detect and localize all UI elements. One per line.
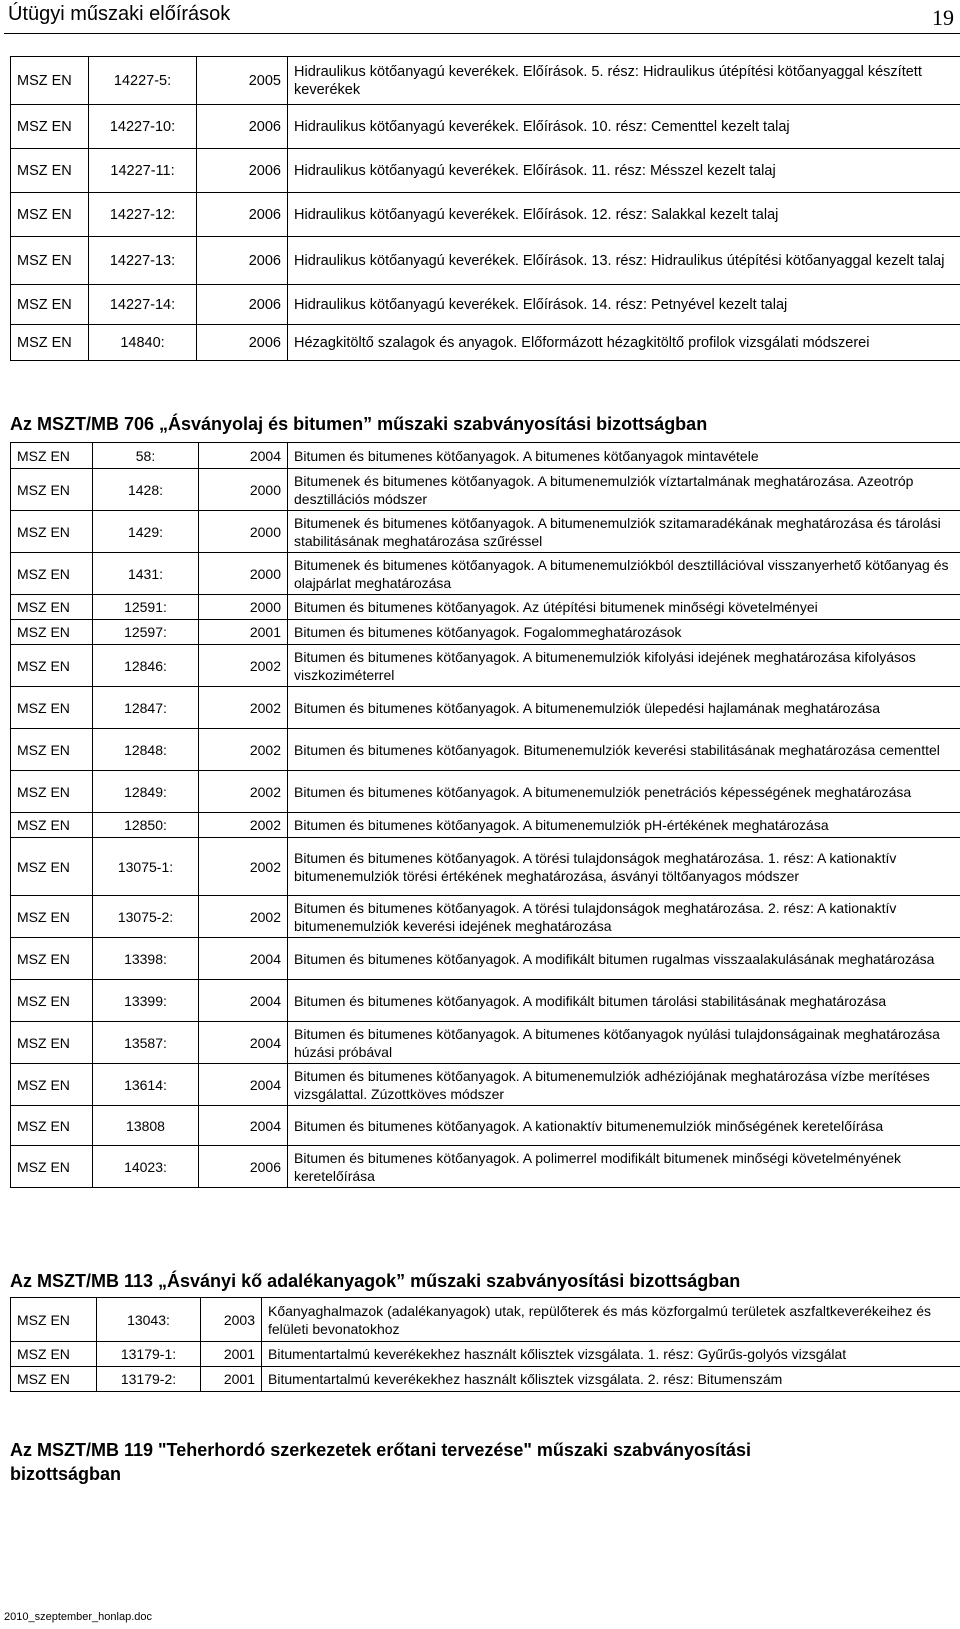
standard-description: Bitumenek és bitumenes kötőanyagok. A bitumenemulziók víztartalmának meghatározása. Azeotróp desztillációs módszer [288,469,960,511]
standard-year: 2001 [199,620,288,645]
standard-description: Bitumen és bitumenes kötőanyagok. A bitumenemulziók adhéziójának meghatározása vízbe merítéses vizsgálattal. Zúzottköves módszer [288,1064,960,1106]
standard-description: Bitumen és bitumenes kötőanyagok. A bitumenemulziók penetrációs képességének meghatározása [288,771,960,813]
standard-number: 12848: [93,729,199,771]
standard-number: 12850: [93,813,199,838]
standard-description: Bitumen és bitumenes kötőanyagok. A törési tulajdonságok meghatározása. 2. rész: A kationaktív bitumenemulziók keverési idejének meghatározása [288,896,960,938]
standard-prefix: MSZ EN [11,687,93,729]
standard-prefix: MSZ EN [11,1106,93,1146]
standard-prefix: MSZ EN [11,595,93,620]
section-heading-line: bizottságban [10,1464,121,1484]
standard-description: Bitumen és bitumenes kötőanyagok. A modifikált bitumen rugalmas visszaalakulásának meghatározása [288,938,960,980]
standard-year: 2004 [199,443,288,469]
standard-number: 12849: [93,771,199,813]
table-row [11,1367,960,1392]
standard-number: 12591: [93,595,199,620]
standard-description: Bitumen és bitumenes kötőanyagok. Az útépítési bitumenek minőségi követelményei [288,595,960,620]
section-heading-mb706: Az MSZT/MB 706 „Ásványolaj és bitumen” műszaki szabványosítási bizottságban [10,414,708,434]
standard-prefix: MSZ EN [11,285,89,325]
standard-number: 14227-5: [89,57,197,105]
standard-description: Hézagkitöltő szalagok és anyagok. Előformázott hézagkitöltő profilok vizsgálati módszerei [288,325,960,361]
standard-year: 2002 [199,729,288,771]
table-row [11,1106,960,1146]
table-row [11,105,960,149]
section-heading-mb119 [10,1438,751,1486]
standard-number: 13075-2: [93,896,199,938]
standard-description: Hidraulikus kötőanyagú keverékek. Előírások. 5. rész: Hidraulikus útépítési kötőanyaggal készített keverékek [288,57,960,105]
standard-prefix: MSZ EN [11,57,89,105]
table-row [11,1298,960,1342]
table-row [11,813,960,838]
table-row [11,595,960,620]
standard-number: 12846: [93,645,199,687]
standard-description: Hidraulikus kötőanyagú keverékek. Előírások. 13. rész: Hidraulikus útépítési kötőanyaggal kezelt talaj [288,237,960,285]
standard-year: 2006 [199,1146,288,1188]
table-row [11,285,960,325]
standard-description: Bitumen és bitumenes kötőanyagok. A kationaktív bitumenemulziók minőségének keretelőírása [288,1106,960,1146]
standard-number: 13179-1: [97,1342,201,1367]
standard-description: Bitumen és bitumenes kötőanyagok. A bitumenemulziók kifolyási idejének meghatározása kifolyásos viszkoziméterrel [288,645,960,687]
standard-number: 14023: [93,1146,199,1188]
standard-number: 14227-14: [89,285,197,325]
standard-year: 2001 [201,1342,262,1367]
table-row [11,1064,960,1106]
standard-description: Bitumen és bitumenes kötőanyagok. A bitumenemulziók ülepedési hajlamának meghatározása [288,687,960,729]
standard-prefix: MSZ EN [11,1146,93,1188]
standard-number: 13043: [97,1298,201,1342]
standard-description: Bitumentartalmú keverékekhez használt kőlisztek vizsgálata. 2. rész: Bitumenszám [262,1367,960,1392]
standard-number: 13587: [93,1022,199,1064]
standard-year: 2003 [201,1298,262,1342]
standard-year: 2004 [199,1064,288,1106]
standard-description: Bitumentartalmú keverékekhez használt kőlisztek vizsgálata. 1. rész: Gyűrűs-golyós vizsgálat [262,1342,960,1367]
table-row [11,771,960,813]
standard-prefix: MSZ EN [11,325,89,361]
standards-table-hydraulic [10,56,960,361]
table-row [11,149,960,193]
standard-number: 1428: [93,469,199,511]
standard-description: Hidraulikus kötőanyagú keverékek. Előírások. 10. rész: Cementtel kezelt talaj [288,105,960,149]
standard-year: 2002 [199,813,288,838]
table-row [11,511,960,553]
standard-description: Bitumen és bitumenes kötőanyagok. A modifikált bitumen tárolási stabilitásának meghatározása [288,980,960,1022]
standard-description: Bitumenek és bitumenes kötőanyagok. A bitumenemulziókból desztillációval visszanyerhető kötőanyag és olajpárlat meghatározása [288,553,960,595]
table-row [11,553,960,595]
standard-year: 2004 [199,938,288,980]
standard-prefix: MSZ EN [11,469,93,511]
standard-prefix: MSZ EN [11,193,89,237]
standard-prefix: MSZ EN [11,105,89,149]
standard-year: 2006 [197,149,288,193]
table-row [11,938,960,980]
standard-description: Hidraulikus kötőanyagú keverékek. Előírások. 11. rész: Mésszel kezelt talaj [288,149,960,193]
table-row [11,896,960,938]
standard-description: Kőanyaghalmazok (adalékanyagok) utak, repülőterek és más közforgalmú területek aszfaltkeverékeihez és felületi bevonatokhoz [262,1298,960,1342]
standard-year: 2006 [197,325,288,361]
standard-year: 2002 [199,838,288,896]
standard-prefix: MSZ EN [11,1064,93,1106]
table-row [11,620,960,645]
standard-number: 14227-10: [89,105,197,149]
page-header [0,0,960,34]
standard-prefix: MSZ EN [11,838,93,896]
table-row [11,980,960,1022]
standard-year: 2000 [199,511,288,553]
standard-year: 2002 [199,645,288,687]
standard-year: 2004 [199,1106,288,1146]
table-row [11,1022,960,1064]
standard-number: 13398: [93,938,199,980]
table-row [11,645,960,687]
standard-year: 2002 [199,896,288,938]
standard-prefix: MSZ EN [11,1342,97,1367]
standard-prefix: MSZ EN [11,729,93,771]
table-row [11,729,960,771]
standard-year: 2002 [199,771,288,813]
standard-number: 14227-12: [89,193,197,237]
standard-prefix: MSZ EN [11,620,93,645]
standard-prefix: MSZ EN [11,1367,97,1392]
standard-year: 2006 [197,237,288,285]
header-divider [4,33,960,34]
standard-number: 13614: [93,1064,199,1106]
standard-year: 2006 [197,285,288,325]
standard-number: 1431: [93,553,199,595]
standard-description: Bitumen és bitumenes kötőanyagok. A bitumenes kötőanyagok mintavétele [288,443,960,469]
standard-year: 2005 [197,57,288,105]
table-row [11,838,960,896]
section-heading-mb113: Az MSZT/MB 113 „Ásványi kő adalékanyagok” műszaki szabványosítási bizottságban [10,1271,741,1291]
standard-prefix: MSZ EN [11,938,93,980]
standard-year: 2000 [199,595,288,620]
table-row [11,193,960,237]
standard-prefix: MSZ EN [11,1022,93,1064]
standard-year: 2001 [201,1367,262,1392]
standard-prefix: MSZ EN [11,237,89,285]
standard-number: 13179-2: [97,1367,201,1392]
standard-description: Bitumen és bitumenes kötőanyagok. A bitumenemulziók pH-értékének meghatározása [288,813,960,838]
standard-prefix: MSZ EN [11,645,93,687]
standard-number: 13399: [93,980,199,1022]
standard-year: 2004 [199,1022,288,1064]
standard-number: 14227-11: [89,149,197,193]
standards-table-bitumen [10,442,960,1188]
standard-number: 12597: [93,620,199,645]
standard-description: Hidraulikus kötőanyagú keverékek. Előírások. 14. rész: Petnyével kezelt talaj [288,285,960,325]
table-row [11,325,960,361]
standard-prefix: MSZ EN [11,149,89,193]
table-row [11,687,960,729]
standard-year: 2000 [199,553,288,595]
standard-prefix: MSZ EN [11,1298,97,1342]
standard-number: 14227-13: [89,237,197,285]
table-row [11,57,960,105]
standard-prefix: MSZ EN [11,511,93,553]
page-number: 19 [932,5,954,30]
standard-description: Bitumenek és bitumenes kötőanyagok. A bitumenemulziók szitamaradékának meghatározása és tárolási stabilitásának meghatározása szűréssel [288,511,960,553]
section-heading-line: Az MSZT/MB 119 "Teherhordó szerkezetek erőtani tervezése" műszaki szabványosítási [10,1440,752,1460]
table-row [11,469,960,511]
standard-year: 2002 [199,687,288,729]
table-row [11,443,960,469]
table-row [11,237,960,285]
standard-prefix: MSZ EN [11,980,93,1022]
standard-description: Bitumen és bitumenes kötőanyagok. A polimerrel modifikált bitumenek minőségi követelményének keretelőírása [288,1146,960,1188]
standard-number: 1429: [93,511,199,553]
standard-description: Bitumen és bitumenes kötőanyagok. Bitumenemulziók keverési stabilitásának meghatározása cementtel [288,729,960,771]
standard-prefix: MSZ EN [11,813,93,838]
standards-table-aggregates [10,1297,960,1392]
standard-year: 2000 [199,469,288,511]
table-row [11,1342,960,1367]
standard-description: Bitumen és bitumenes kötőanyagok. Fogalommeghatározások [288,620,960,645]
standard-prefix: MSZ EN [11,443,93,469]
standard-year: 2006 [197,105,288,149]
standard-description: Hidraulikus kötőanyagú keverékek. Előírások. 12. rész: Salakkal kezelt talaj [288,193,960,237]
standard-prefix: MSZ EN [11,896,93,938]
standard-number: 13075-1: [93,838,199,896]
standard-number: 58: [93,443,199,469]
table-row [11,1146,960,1188]
footer-filename: 2010_szeptember_honlap.doc [4,1611,153,1623]
standard-prefix: MSZ EN [11,771,93,813]
standard-number: 13808 [93,1106,199,1146]
standard-description: Bitumen és bitumenes kötőanyagok. A bitumenes kötőanyagok nyúlási tulajdonságainak meghatározása húzási próbával [288,1022,960,1064]
standard-number: 12847: [93,687,199,729]
standard-description: Bitumen és bitumenes kötőanyagok. A törési tulajdonságok meghatározása. 1. rész: A kationaktív bitumenemulziók törési értékének meghatározása, ásványi töltőanyagos módszer [288,838,960,896]
standard-year: 2006 [197,193,288,237]
standard-prefix: MSZ EN [11,553,93,595]
standard-number: 14840: [89,325,197,361]
document-title: Útügyi műszaki előírások [8,3,231,25]
standard-year: 2004 [199,980,288,1022]
